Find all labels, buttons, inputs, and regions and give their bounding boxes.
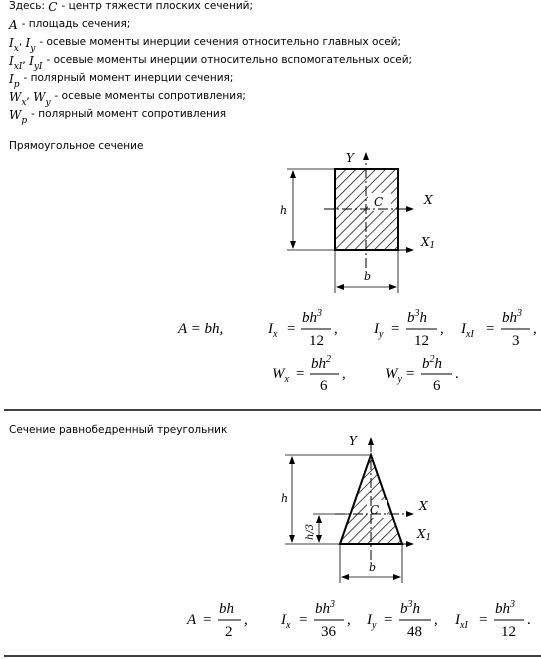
legend-row-ix1y1: $I_{xI}$ , $I_{yI}$ - осевые моменты инерции относительно вспомогательных осей; (9, 54, 413, 72)
y-axis-label: Y (346, 151, 354, 165)
svg-text:=: = (384, 612, 393, 628)
svg-text:,: , (347, 612, 351, 628)
centroid-label: C (370, 503, 380, 517)
triangle-formulas (186, 599, 531, 640)
svg-text:Wx: $W_x$ (272, 366, 289, 385)
formula-iy (373, 308, 444, 349)
b-label: b (369, 561, 377, 574)
legend-symbol: A (9, 18, 18, 32)
legend-intro: Здесь: (9, 0, 45, 12)
formula-wx (272, 354, 346, 394)
legend-text: - осевые моменты инерции относительно вспомогательных осей; (46, 54, 413, 66)
svg-text:6: 6 (433, 378, 441, 394)
svg-text:12: 12 (414, 333, 429, 349)
svg-text:bh3: $bh^3$ (502, 308, 522, 326)
rectangle-diagram (280, 151, 435, 293)
svg-text:=: = (479, 612, 488, 628)
legend-symbol: C (48, 0, 58, 14)
svg-text:bh: bh (219, 601, 234, 617)
svg-text:IxI: $I_{xI}$ (455, 612, 468, 631)
section-title-triangle: Сечение равнобедренный треугольник (9, 424, 228, 436)
b-label: b (364, 270, 372, 283)
formula-ix1 (460, 308, 537, 349)
svg-text:b2h: $b^2h$ (422, 354, 442, 372)
legend-row-wxy: $W_x$ , $W_y$ - осевые моменты сопротивления; (9, 90, 246, 108)
formula-area: A = bh, (178, 321, 224, 337)
svg-text:Iy: $I_y$ (367, 612, 377, 631)
svg-text:=: = (406, 366, 415, 382)
svg-text:,: , (334, 321, 338, 337)
svg-text:2: 2 (225, 624, 233, 640)
svg-text:=: = (486, 321, 495, 337)
svg-text:12: 12 (501, 624, 516, 640)
svg-text:A: A (187, 612, 197, 628)
svg-text:12: 12 (309, 333, 324, 349)
svg-text:b3h: $b^3h$ (407, 308, 427, 326)
rectangle-formulas (177, 308, 537, 394)
svg-text:,: , (434, 612, 438, 628)
svg-text:48: 48 (407, 624, 422, 640)
h-label: h (280, 204, 288, 217)
formula-area (186, 601, 248, 640)
h-label: h (281, 492, 289, 505)
svg-text:,: , (244, 612, 248, 628)
formula-ix1 (454, 599, 531, 640)
svg-text:,: , (342, 366, 346, 382)
svg-text:Ix: $I_x$ (268, 321, 278, 340)
svg-text:3: 3 (512, 333, 520, 349)
svg-text:Ix: $I_x$ (281, 612, 291, 631)
x-axis-label: X (419, 499, 428, 513)
legend-text: - осевые моменты инерции сечения относительно главных осей; (39, 36, 402, 48)
svg-text:=: = (296, 366, 305, 382)
svg-text:b3h: $b^3h$ (400, 599, 420, 617)
svg-text:=: = (299, 612, 308, 628)
section-title-rectangle: Прямоугольное сечение (9, 140, 144, 152)
svg-text:Iy: $I_y$ (374, 321, 384, 340)
formula-iy (366, 599, 438, 640)
legend-symbol: $I_{yI}$ (29, 54, 43, 72)
legend-symbol: $I_p$ (9, 72, 20, 90)
formula-ix (267, 308, 338, 349)
svg-text:Wy: $W_y$ (385, 366, 402, 385)
legend-symbol: $I_x$ (9, 36, 19, 54)
legend-text: - осевые моменты сопротивления; (54, 90, 246, 102)
triangle-diagram (281, 434, 431, 583)
legend-text: - площадь сечения; (21, 18, 131, 30)
legend-text: - центр тяжести плоских сечений; (61, 0, 254, 12)
legend-symbol: $W_x$ (9, 90, 27, 108)
svg-text:36: 36 (321, 624, 336, 640)
centroid-label: C (374, 195, 384, 209)
svg-text:bh2: $bh^2$ (311, 354, 331, 372)
svg-text:=: = (203, 612, 212, 628)
svg-text:=: = (391, 321, 400, 337)
x1-axis-label: X1 (421, 235, 436, 251)
legend-symbol: $W_p$ (9, 108, 28, 126)
formula-wy (385, 354, 459, 394)
legend-text: - полярный момент сопротивления (31, 108, 227, 120)
svg-text:IxI: $I_{xI}$ (461, 321, 474, 340)
legend-symbol: $I_y$ (25, 36, 36, 54)
x-axis-label: X (424, 193, 433, 207)
legend-symbol: $W_y$ (33, 90, 51, 108)
legend-symbol: $I_{xI}$ (9, 54, 23, 72)
svg-text:,: , (440, 321, 444, 337)
svg-text:,: , (533, 321, 537, 337)
formula-ix (280, 599, 351, 640)
svg-text:.: . (455, 366, 459, 382)
legend-row-ixy: $I_x$ , $I_y$ - осевые моменты инерции сечения относительно главных осей; (9, 36, 402, 54)
svg-text:bh3: $bh^3$ (302, 308, 322, 326)
svg-text:bh3: $bh^3$ (315, 599, 335, 617)
svg-text:bh3: $bh^3$ (495, 599, 515, 617)
y-axis-label: Y (349, 434, 357, 448)
x1-axis-label: X1 (417, 527, 432, 543)
svg-text:=: = (287, 321, 296, 337)
legend-text: - полярный момент инерции сечения; (23, 72, 234, 84)
third-label: h/3 (305, 523, 316, 540)
svg-text:.: . (527, 612, 531, 628)
svg-text:6: 6 (320, 378, 328, 394)
